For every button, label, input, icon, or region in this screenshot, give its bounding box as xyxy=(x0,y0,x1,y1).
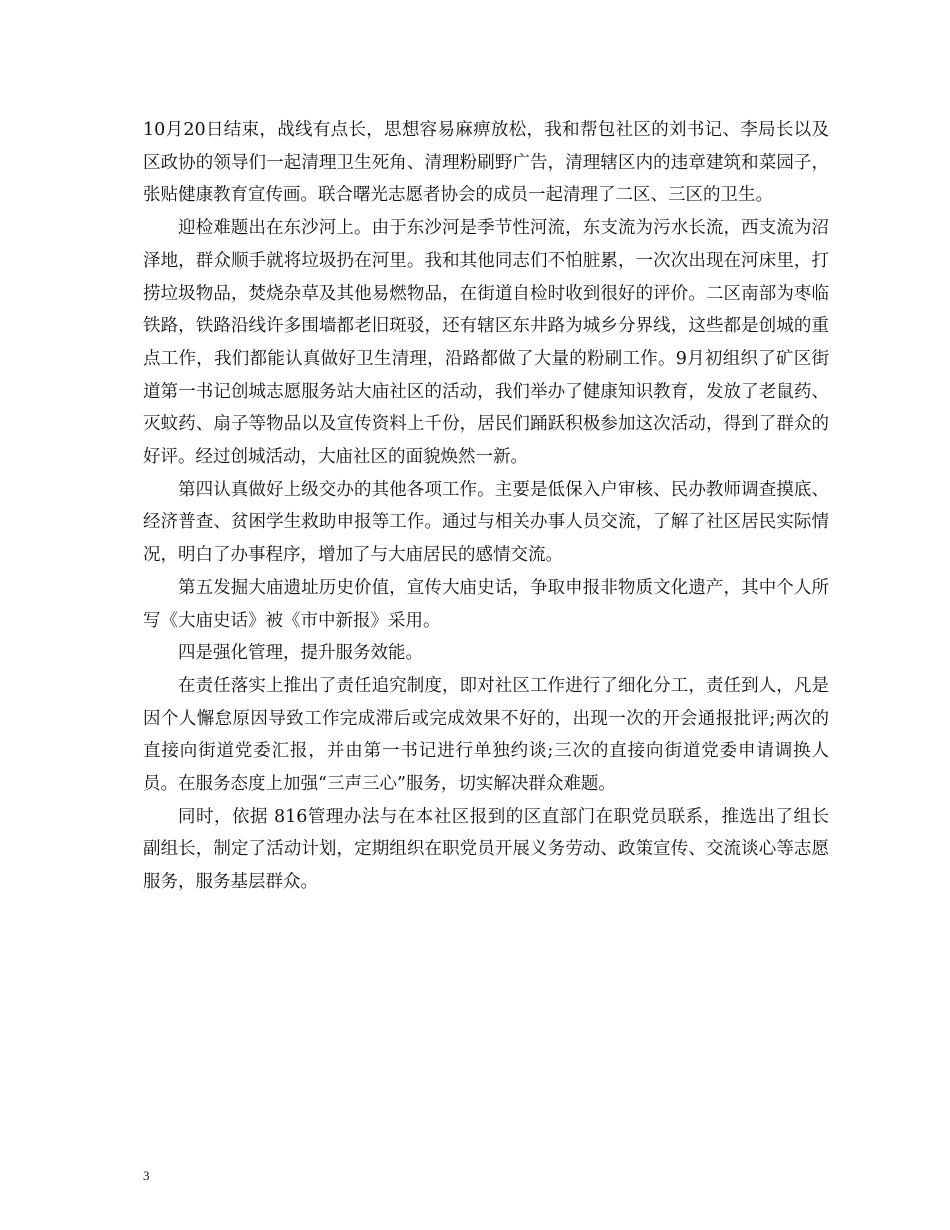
document-body xyxy=(143,114,829,899)
paragraph-2: 迎检难题出在东沙河上。由于东沙河是季节性河流，东支流为污水长流，西支流为沼泽地，群众顺手就将垃圾扔在河里。我和其他同志们不怕脏累，一次次出现在河床里，打捞垃圾物品，焚烧杂草及其他易燃物品，在街道自检时收到很好的评价。二区南部为枣临铁路，铁路沿线许多围墙都老旧斑驳，还有辖区东井路为城乡分界线，这些都是创城的重点工作，我们都能认真做好卫生清理，沿路都做了大量的粉刷工作。9月初组织了矿区街道第一书记创城志愿服务站大庙社区的活动，我们举办了健康知识教育，发放了老鼠药、灭蚊药、扇子等物品以及宣传资料上千份，居民们踊跃积极参加这次活动，得到了群众的好评。经过创城活动，大庙社区的面貌焕然一新。 xyxy=(143,218,829,468)
paragraph-6: 在责任落实上推出了责任追究制度，即对社区工作进行了细化分工，责任到人，凡是因个人懈怠原因导致工作完成滞后或完成效果不好的，出现一次的开会通报批评;两次的直接向街道党委汇报，并由第一书记进行单独约谈;三次的直接向街道党委申请调换人员。在服务态度上加强“三声三心”服务，切实解决群众难题。 xyxy=(143,675,829,795)
paragraph-7: 同时，依据 816管理办法与在本社区报到的区直部门在职党员联系，推选出了组长副组长，制定了活动计划，定期组织在职党员开展义务劳动、政策宣传、交流谈心等志愿服务，服务基层群众。 xyxy=(143,806,829,893)
paragraph-3: 第四认真做好上级交办的其他各项工作。主要是低保入户审核、民办教师调查摸底、经济普查、贫困学生救助申报等工作。通过与相关办事人员交流，了解了社区居民实际情况，明白了办事程序，增加了与大庙居民的感情交流。 xyxy=(143,479,829,566)
paragraph-1: 10月20日结束，战线有点长，思想容易麻痹放松，我和帮包社区的刘书记、李局长以及区政协的领导们一起清理卫生死角、清理粉刷野广告，清理辖区内的违章建筑和菜园子，张贴健康教育宣传画。联合曙光志愿者协会的成员一起清理了二区、三区的卫生。 xyxy=(143,120,829,206)
paragraph-5-heading: 四是强化管理，提升服务效能。 xyxy=(178,643,423,664)
page-number: 3 xyxy=(143,1168,150,1183)
paragraph-4: 第五发掘大庙遗址历史价值，宣传大庙史话，争取申报非物质文化遗产，其中个人所写《大庙史话》被《市中新报》采用。 xyxy=(143,577,829,631)
